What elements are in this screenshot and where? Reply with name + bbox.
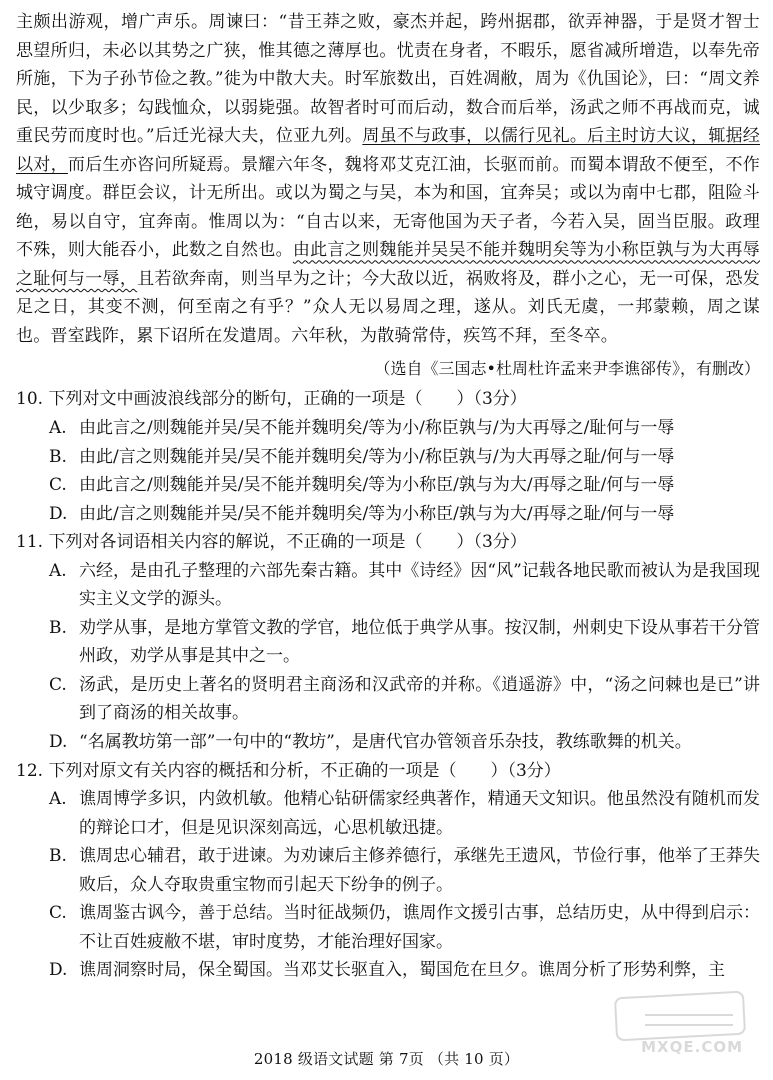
- question-11-option-d: [49, 728, 760, 757]
- question-12: [16, 757, 760, 985]
- question-10-title: 10. 下列对文中画波浪线部分的断句，正确的一项是（ ）（3分）: [16, 389, 527, 410]
- watermark-text: MXQE.COM: [641, 1037, 743, 1056]
- option-letter: A.: [49, 417, 67, 438]
- option-letter: B.: [49, 846, 67, 867]
- straight-underlined-sentence: 周虽不与政事，以儒行见礼。后主时访大议，辄据经以对，: [16, 126, 760, 175]
- classical-passage: [16, 8, 760, 351]
- option-text: “名属教坊第一部”一句中的“教坊”，是唐代官办管领音乐杂技，教练歌舞的机关。: [79, 732, 692, 752]
- question-10-option-b: [49, 443, 760, 472]
- question-12-title: 12. 下列对原文有关内容的概括和分析，不正确的一项是（ ）（3分）: [16, 760, 561, 781]
- option-text: 谯周洞察时局，保全蜀国。当邓艾长驱直入，蜀国危在旦夕。谯周分析了形势利弊，主: [79, 960, 725, 981]
- option-letter: C.: [49, 475, 67, 496]
- wavy-underlined-sentence: 由此言之则魏能并吴吴不能并魏明矣等为小称臣孰与为大再辱之耻何与一辱，: [16, 240, 760, 289]
- option-letter: D.: [49, 960, 68, 981]
- passage-text-part-3: 且若欲奔南，则当早为之计；今大敌以近，祸败将及，群小之心，无一可保，恐发足之日，其变不测，何至南之有乎？”众人无以易周之理，遂从。刘氏无虞，一邦蒙赖，周之谋也。晋室践阼，累下诏所在发遣周。六年秋，为散骑常侍，疾笃不拜，至冬卒。: [16, 268, 760, 347]
- question-11: [16, 528, 760, 756]
- question-10: [16, 385, 760, 528]
- question-12-option-d: [49, 956, 760, 985]
- question-12-option-b: [49, 842, 760, 899]
- question-11-option-b: [49, 614, 760, 671]
- option-text: 汤武，是历史上著名的贤明君主商汤和汉武帝的并称。《逍遥游》中，“汤之问棘也是已”讲到了商汤的相关故事。: [79, 674, 760, 724]
- question-11-title: 11. 下列对各词语相关内容的解说，不正确的一项是（ ）（3分）: [16, 532, 527, 553]
- question-10-option-c: [49, 471, 760, 500]
- option-text: 六经，是由孔子整理的六部先秦古籍。其中《诗经》因“风”记载各地民歌而被认为是我国现实主义文学的源头。: [79, 560, 760, 610]
- option-letter: B.: [49, 617, 67, 638]
- option-letter: A.: [49, 789, 67, 810]
- question-12-option-a: [49, 785, 760, 842]
- option-text: 由此/言之则魏能并吴/吴不能并魏明矣/等为小称臣/孰与为大/再辱之耻/何与一辱: [79, 503, 675, 524]
- option-text: 劝学从事，是地方掌管文教的学官，地位低于典学从事。按汉制，州刺史下设从事若干分管州政，劝学从事是其中之一。: [79, 617, 760, 667]
- option-letter: C.: [49, 903, 67, 924]
- option-letter: A.: [49, 560, 67, 581]
- option-text: 由此/言之则魏能并吴/吴不能并魏明矣/等为小/称臣孰与/为大再辱之耻/何与一辱: [79, 446, 675, 467]
- watermark-lines: [645, 1014, 733, 1016]
- page-footer: 2018 级语文试题 第 7页 （共 10 页）: [253, 1049, 520, 1068]
- question-10-option-a: [49, 414, 760, 443]
- option-letter: D.: [49, 503, 68, 524]
- option-letter: C.: [49, 674, 67, 695]
- option-text: 由此言之/则魏能并吴/吴不能并魏明矣/等为小/称臣孰与/为大再辱之/耻何与一辱: [79, 417, 675, 438]
- option-text: 由此言之/则魏能并吴/吴不能并魏明矣/等为小称臣/孰与为大/再辱之耻/何与一辱: [79, 475, 675, 496]
- option-letter: D.: [49, 732, 68, 752]
- source-citation: （选自《三国志•杜周杜许孟来尹李谯郤传》，有删改）: [374, 358, 760, 378]
- question-11-option-a: [49, 557, 760, 614]
- option-text: 谯周忠心辅君，敢于进谏。为劝谏后主修养德行，承继先王遗风，节俭行事，他举了王莽失败后，众人夺取贵重宝物而引起天下纷争的例子。: [79, 846, 760, 895]
- question-12-option-c: [49, 899, 760, 956]
- option-text: 谯周博学多识，内敛机敏。他精心钻研儒家经典著作，精通天文知识。他虽然没有随机而发的辩论口才，但是见识深刻高远，心思机敏迅捷。: [79, 789, 760, 838]
- option-text: 谯周鉴古讽今，善于总结。当时征战频仍，谯周作文援引古事，总结历史，从中得到启示：不让百姓疲敝不堪，审时度势，才能治理好国家。: [79, 903, 760, 952]
- passage-text-part-1: 主颇出游观，增广声乐。周谏曰：“昔王莽之败，豪杰并起，跨州据郡，欲弄神器，于是贤才智士思望所归，未必以其势之广狭，惟其德之薄厚也。忧责在身者，不暇乐，愿省减所增造，以奉先帝所施，下为子孙节俭之教。”徙为中散大夫。时军旅数出，百姓凋敝，周为《仇国论》，曰：“周文养民，以少取多；勾践恤众，以弱毙强。故智者时可而后动，数合而后举，汤武之师不再战而克，诚重民劳而度时也。”后迁光禄大夫，位亚九列。: [16, 12, 760, 147]
- passage-text-part-2: 而后生亦咨问所疑焉。景耀六年冬，魏将邓艾克江油，长驱而前。而蜀本谓敌不便至，不作城守调度。群臣会议，计无所出。或以为蜀之与吴，本为和国，宜奔吴；或以为南中七郡，阻险斗绝，易以自守，宜奔南。惟周以为：“自古以来，无寄他国为天子者，今若入吴，固当臣服。政理不殊，则大能吞小，此数之自然也。: [16, 154, 760, 261]
- watermark-frame: [614, 991, 746, 1042]
- question-11-option-c: [49, 671, 760, 728]
- question-10-option-d: [49, 500, 760, 529]
- option-letter: B.: [49, 446, 67, 467]
